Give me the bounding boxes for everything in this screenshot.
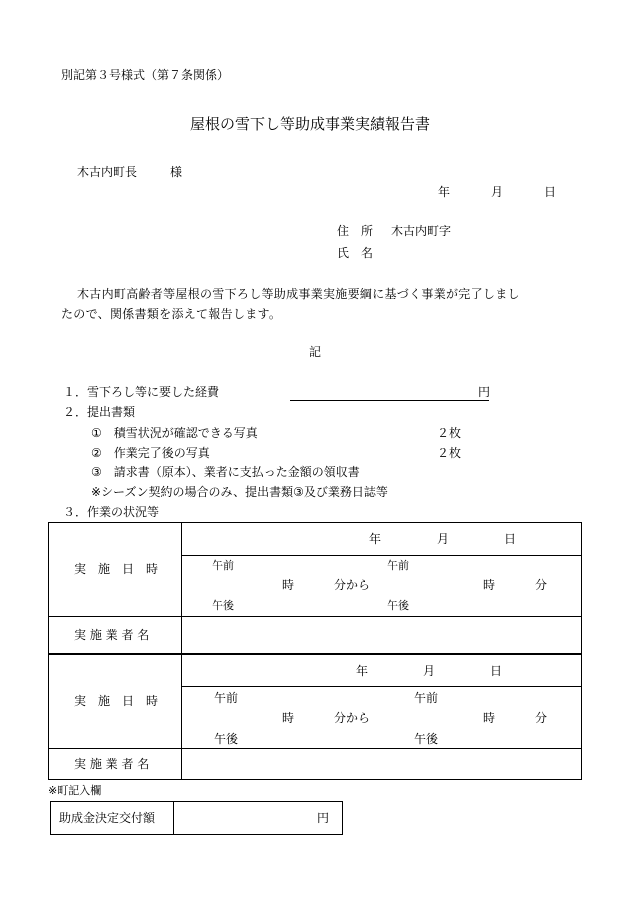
s2-day: 日: [490, 664, 503, 678]
s1-month: 月: [437, 532, 450, 546]
table-column-divider: [181, 523, 182, 779]
work-status-table: [48, 522, 582, 780]
expense-unit: 円: [478, 385, 491, 399]
docs-note: ※シーズン契約の場合のみ、提出書類③及び業務日誌等: [91, 485, 388, 499]
body-line-2: たので、関係書類を添えて報告します。: [61, 307, 282, 321]
s1-start-pm: 午後: [212, 599, 234, 612]
date-month: 月: [491, 185, 504, 199]
s1-start-minute-from: 分から: [334, 578, 371, 592]
doc-2-count: ２枚: [437, 446, 462, 460]
table-rule: [181, 555, 581, 556]
doc-1-count: ２枚: [437, 426, 462, 440]
addressee-name: 木古内町長: [77, 165, 138, 179]
s2-year: 年: [356, 664, 369, 678]
s1-start-am: 午前: [212, 559, 234, 572]
form-id: 別記第３号様式（第７条関係）: [61, 68, 230, 82]
grant-unit: 円: [317, 811, 330, 825]
page-title: 屋根の雪下し等助成事業実績報告書: [190, 115, 431, 133]
table-rule: [49, 748, 581, 749]
table-rule: [49, 616, 581, 617]
grant-divider: [173, 802, 174, 834]
doc-3-text: ③ 請求書（原本）、業者に支払った金額の領収書: [91, 465, 360, 479]
item-1-label: １．雪下ろし等に要した経費: [63, 385, 220, 399]
s2-start-am: 午前: [214, 691, 239, 705]
item-2-label: ２．提出書類: [63, 405, 136, 419]
s2-start-minute-from: 分から: [334, 711, 371, 725]
s1-end-pm: 午後: [387, 599, 409, 612]
s2-start-hour: 時: [282, 711, 295, 725]
s1-start-hour: 時: [282, 578, 295, 592]
date-year: 年: [438, 185, 451, 199]
s1-end-minute: 分: [535, 578, 548, 592]
expense-underline: [290, 400, 489, 401]
addressee-honorific: 様: [170, 165, 183, 179]
s2-end-minute: 分: [535, 711, 548, 725]
s2-end-pm: 午後: [414, 732, 439, 746]
s1-end-am: 午前: [387, 559, 409, 572]
address-label: 住 所: [337, 224, 374, 238]
datetime-label-1: 実 施 日 時: [74, 562, 159, 576]
s2-month: 月: [423, 664, 436, 678]
s1-end-hour: 時: [483, 578, 496, 592]
date-day: 日: [544, 185, 557, 199]
item-3-label: ３．作業の状況等: [63, 505, 160, 519]
grant-label: 助成金決定交付額: [59, 811, 156, 825]
doc-2-text: ② 作業完了後の写真: [91, 446, 210, 460]
ki-marker: 記: [309, 345, 322, 359]
table-rule: [181, 686, 581, 687]
vendor-label-1: 実 施 業 者 名: [74, 628, 150, 642]
doc-1-text: ① 積雪状況が確認できる写真: [91, 426, 258, 440]
office-note: ※町記入欄: [48, 784, 102, 797]
vendor-label-2: 実 施 業 者 名: [74, 757, 150, 771]
address-value: 木古内町字: [391, 224, 452, 238]
s2-start-pm: 午後: [214, 732, 239, 746]
body-line-1: 木古内町高齢者等屋根の雪下ろし等助成事業実施要綱に基づく事業が完了しまし: [77, 287, 520, 301]
datetime-label-2: 実 施 日 時: [74, 694, 159, 708]
s2-end-am: 午前: [414, 691, 439, 705]
table-section-divider: [49, 653, 581, 655]
applicant-name-label: 氏 名: [337, 246, 374, 260]
s1-day: 日: [504, 532, 517, 546]
s2-end-hour: 時: [483, 711, 496, 725]
s1-year: 年: [369, 532, 382, 546]
